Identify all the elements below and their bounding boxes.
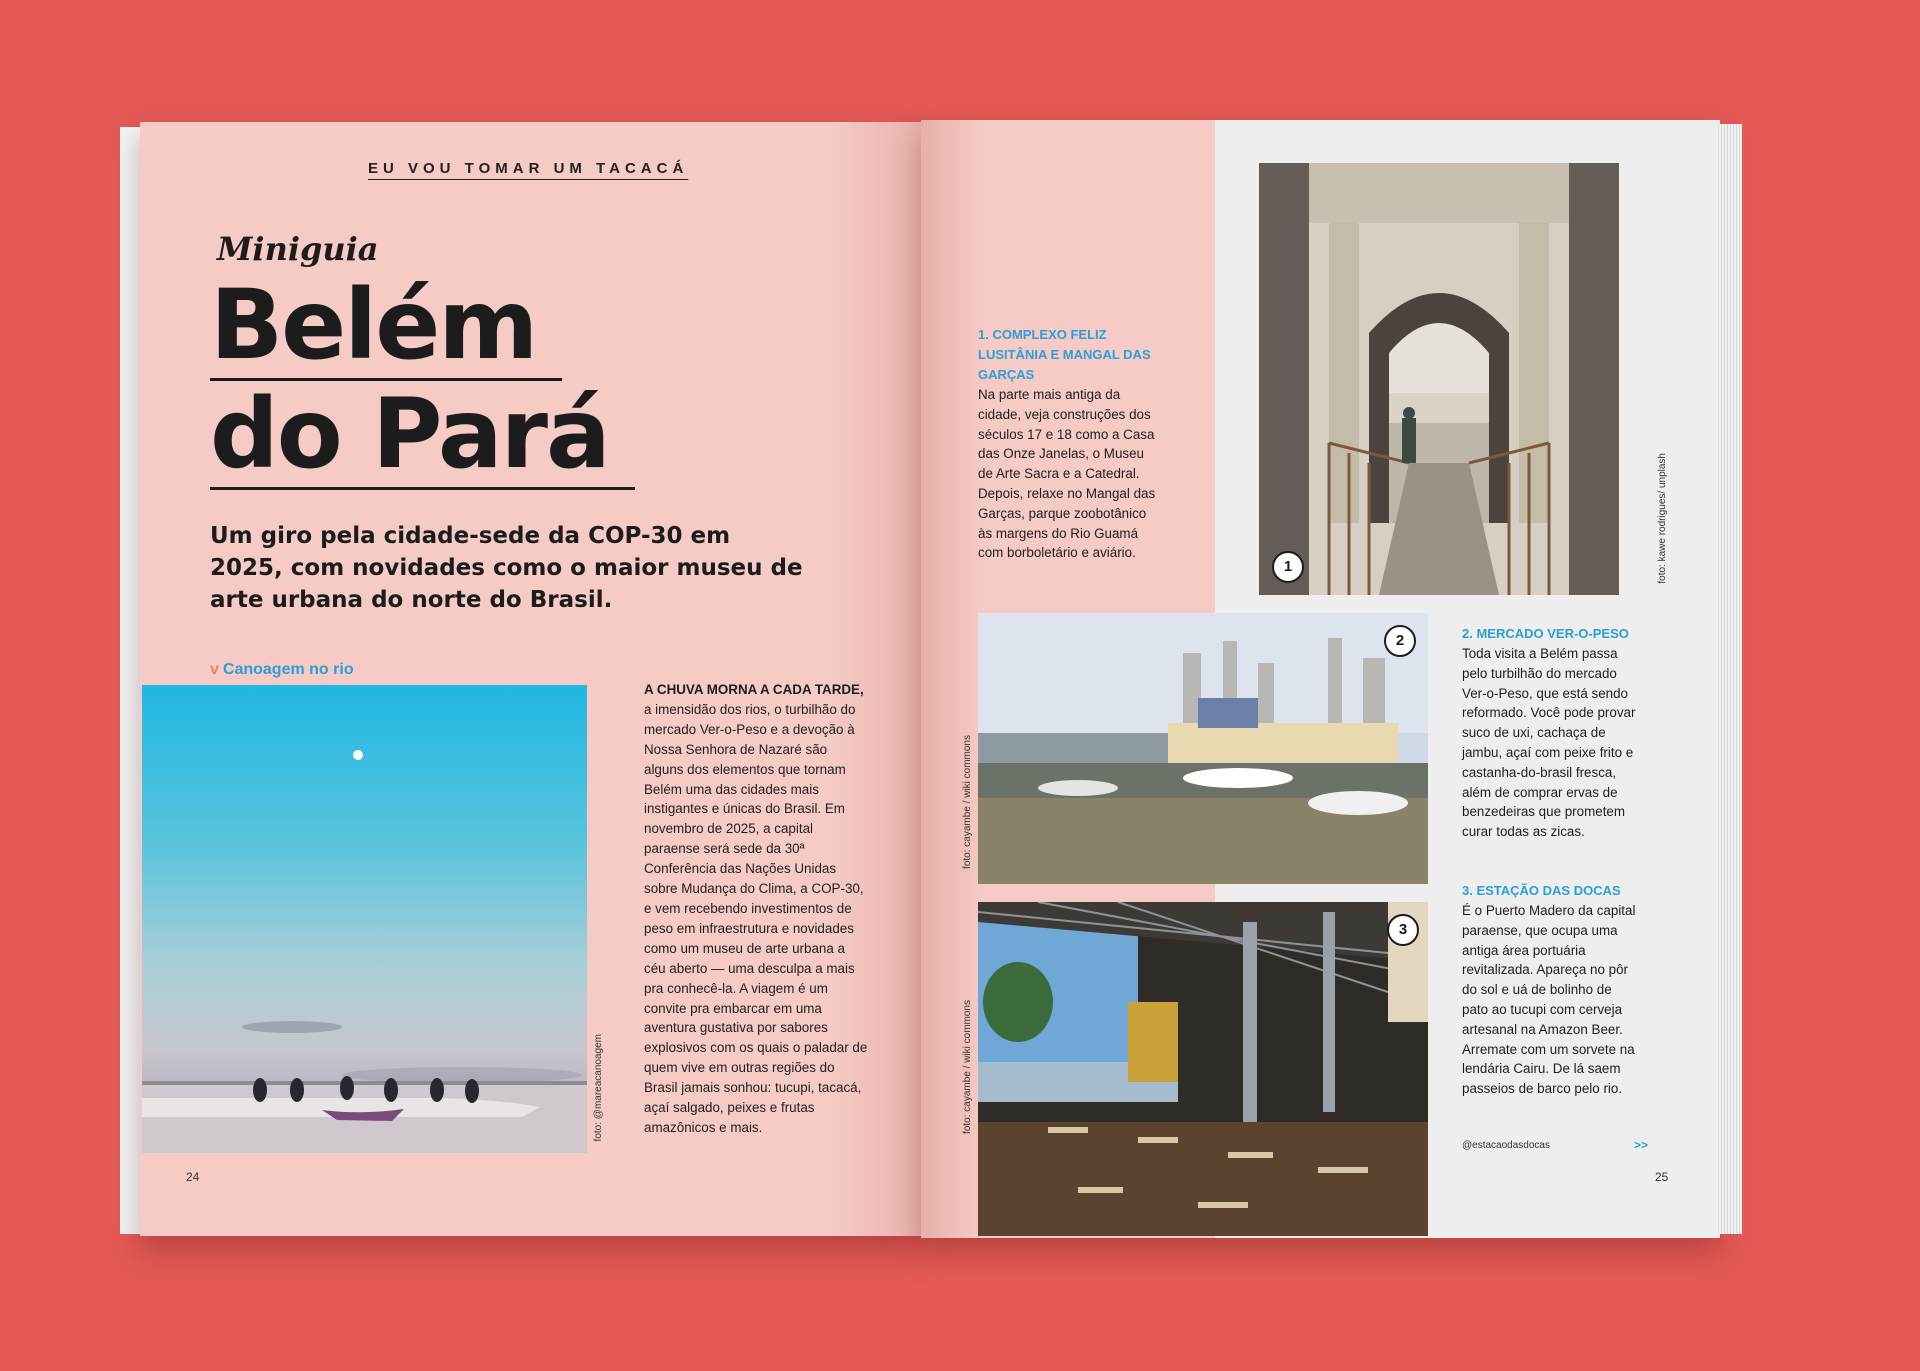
docks-photo xyxy=(978,902,1428,1236)
page-edges-right xyxy=(1716,124,1742,1234)
item-title: 1. COMPLEXO FELIZ LUSITÂNIA E MANGAL DAS GARÇAS xyxy=(978,327,1151,382)
photo-number-badge: 3 xyxy=(1387,914,1419,946)
body-lead: A CHUVA MORNA A CADA TARDE, xyxy=(644,682,864,697)
list-item xyxy=(978,325,1156,563)
item-text: Toda visita a Belém passa pelo turbilhão do mercado Ver-o-Peso, que está sendo reformado. Você pode provar suco de uxi, cachaça de jambu, açaí com peixe frito e castanha-do-brasil fresca, além de comprar ervas de benzedeiras que prometem curar todas as zicas. xyxy=(1462,646,1636,840)
page-number-left: 24 xyxy=(186,1170,200,1184)
title-line-2: do Pará xyxy=(210,381,635,490)
fort-gate-photo xyxy=(1259,163,1619,595)
list-item xyxy=(1462,624,1640,842)
photo-credit: foto: kawe rodrigues/ unplash xyxy=(1657,453,1668,584)
photo-credit: foto: @mareacanoagem xyxy=(593,1034,604,1142)
title-line-1: Belém xyxy=(210,272,562,381)
item-title: 3. ESTAÇÃO DAS DOCAS xyxy=(1462,883,1621,898)
body-text xyxy=(644,680,869,1138)
next-arrow-icon: >> xyxy=(1634,1138,1649,1152)
photo-caption-text: Canoagem no rio xyxy=(222,661,354,678)
page-number-right: 25 xyxy=(1655,1170,1669,1184)
item-title: 2. MERCADO VER-O-PESO xyxy=(1462,626,1629,641)
page-edges-left xyxy=(120,127,142,1234)
page-title xyxy=(210,269,635,490)
section-kicker: EU VOU TOMAR UM TACACÁ xyxy=(368,160,689,177)
body-paragraph: a imensidão dos rios, o turbilhão do mercado Ver-o-Peso e a devoção à Nossa Senhora de Nazaré são alguns dos elementos que tornam Belém uma das cidades mais instigantes e únicas do Brasil. Em novembro de 2025, a capital paraense será sede da 30ª Conferência das Nações Unidas sobre Mudança do Clima, a COP-30, e vem recebendo investimentos de peso em infraestrutura e novidades como um museu de arte urbana a céu aberto — uma desculpa a mais pra conhecê-la. A viagem é um convite pra embarcar em uma aventura gustativa por sabores explosivos com os quais o paladar de quem vive em outras regiões do Brasil jamais sonhou: tucupi, tacacá, açaí salgado, peixes e frutas amazônicos e mais. xyxy=(644,701,868,1135)
photo-number-badge: 1 xyxy=(1272,551,1304,583)
photo-caption xyxy=(210,661,354,679)
photo-number-badge: 2 xyxy=(1384,625,1416,657)
market-photo xyxy=(978,613,1428,884)
item-text: É o Puerto Madero da capital paraense, que ocupa uma antiga área portuária revitalizada. Apareça no pôr do sol e uá de bolinho de pato ao tucupi com cerveja artesanal na Amazon Beer. Arremate com um sorvete na lendária Cairu. De lá saem passeios de barco pelo rio. xyxy=(1462,903,1636,1097)
intro-paragraph: Um giro pela cidade-sede da COP-30 em 2025, com novidades como o maior museu de arte urbana do norte do Brasil. xyxy=(210,523,803,613)
series-label: Miniguia xyxy=(217,230,379,268)
list-item xyxy=(1462,881,1640,1099)
photo-credit: foto: cayambe / wiki commons xyxy=(962,735,973,869)
instagram-handle: @estacaodasdocas xyxy=(1462,1140,1550,1151)
canoe-photo xyxy=(142,685,587,1153)
chevron-down-icon: v xyxy=(210,661,219,678)
item-text: Na parte mais antiga da cidade, veja construções dos séculos 17 e 18 como a Casa das Onze Janelas, o Museu de Arte Sacra e a Catedral. Depois, relaxe no Mangal das Garças, parque zoobotânico às margens do Rio Guamá com borboletário e aviário. xyxy=(978,387,1156,561)
photo-credit: foto: cayambe / wiki commons xyxy=(962,1000,973,1134)
